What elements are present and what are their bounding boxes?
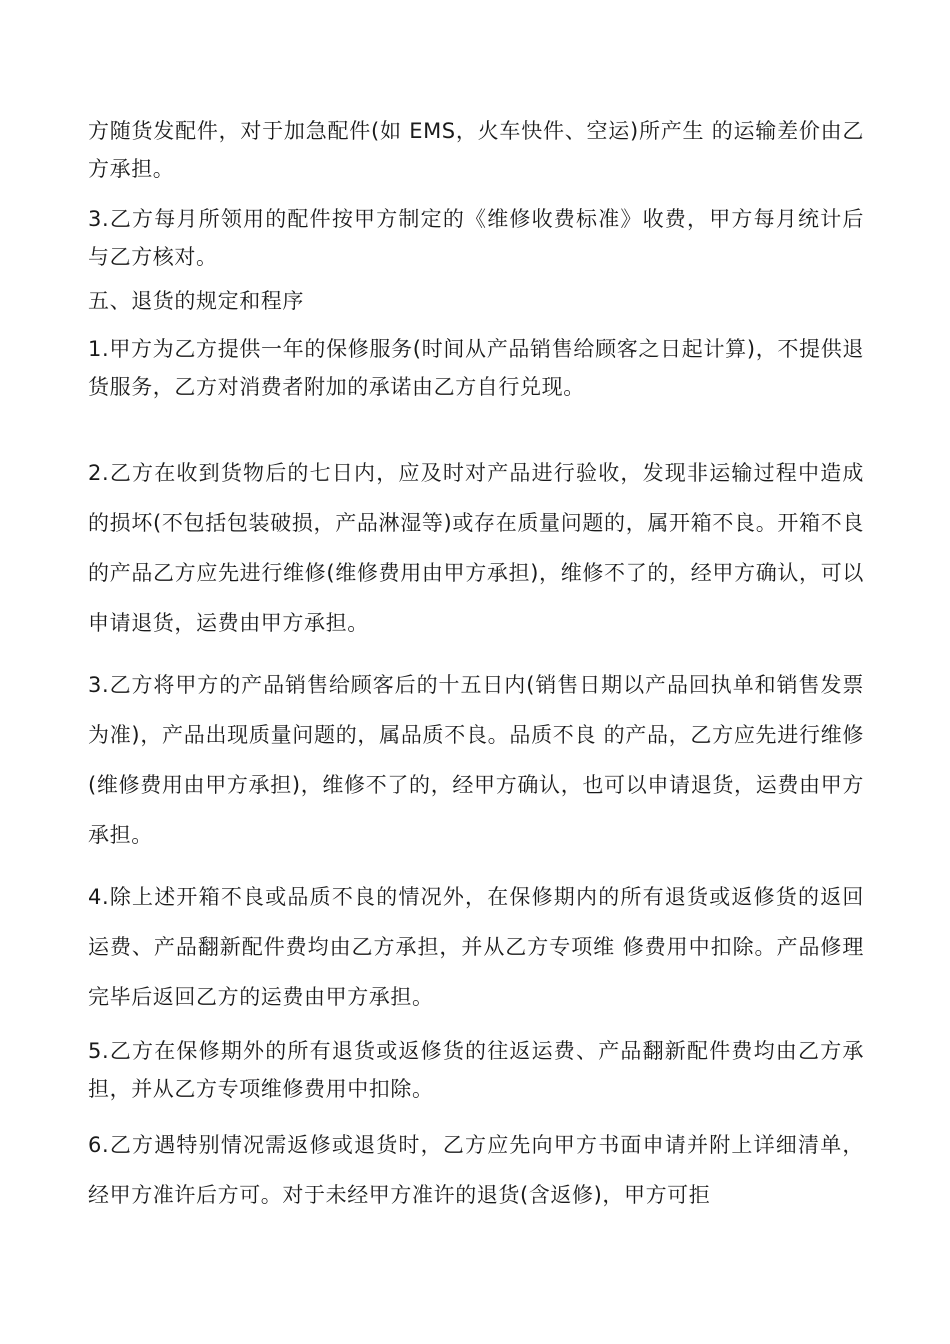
paragraph-special-returns: 6.乙方遇特别情况需返修或退货时，乙方应先向甲方书面申请并附上详细清单，经甲方准许后方可。对于未经甲方准许的退货(含返修)，甲方可拒	[88, 1133, 864, 1207]
paragraph-dead-on-arrival: 2.乙方在收到货物后的七日内，应及时对产品进行验收，发现非运输过程中造成的损坏(不包括包装破损，产品淋湿等)或存在质量问题的，属开箱不良。开箱不良的产品乙方应先进行维修(维修费用由甲方承担)，维修不了的，经甲方确认，可以申请退货，运费由甲方承担。	[88, 461, 864, 635]
paragraph-quality-defect: 3.乙方将甲方的产品销售给顾客后的十五日内(销售日期以产品回执单和销售发票为准)，产品出现质量问题的，属品质不良。品质不良 的产品，乙方应先进行维修(维修费用由甲方承担)，维修不了的，经甲方确认，也可以申请退货，运费由甲方承担。	[88, 673, 864, 847]
section-heading-returns: 五、退货的规定和程序	[88, 289, 304, 313]
document-page	[88, 112, 864, 1220]
paragraph-in-warranty-returns: 4.除上述开箱不良或品质不良的情况外，在保修期内的所有退货或返修货的返回运费、产品翻新配件费均由乙方承担，并从乙方专项维 修费用中扣除。产品修理完毕后返回乙方的运费由甲方承担。	[88, 885, 864, 1009]
paragraph-out-of-warranty-returns: 5.乙方在保修期外的所有退货或返修货的往返运费、产品翻新配件费均由乙方承担，并从乙方专项维修费用中扣除。	[88, 1039, 864, 1101]
paragraph-warranty-service: 1.甲方为乙方提供一年的保修服务(时间从产品销售给顾客之日起计算)，不提供退货服务，乙方对消费者附加的承诺由乙方自行兑现。	[88, 337, 864, 399]
paragraph-shipping-parts: 方随货发配件，对于加急配件(如 EMS，火车快件、空运)所产生 的运输差价由乙方承担。	[88, 119, 864, 181]
paragraph-parts-billing: 3.乙方每月所领用的配件按甲方制定的《维修收费标准》收费，甲方每月统计后与乙方核对。	[88, 207, 864, 269]
